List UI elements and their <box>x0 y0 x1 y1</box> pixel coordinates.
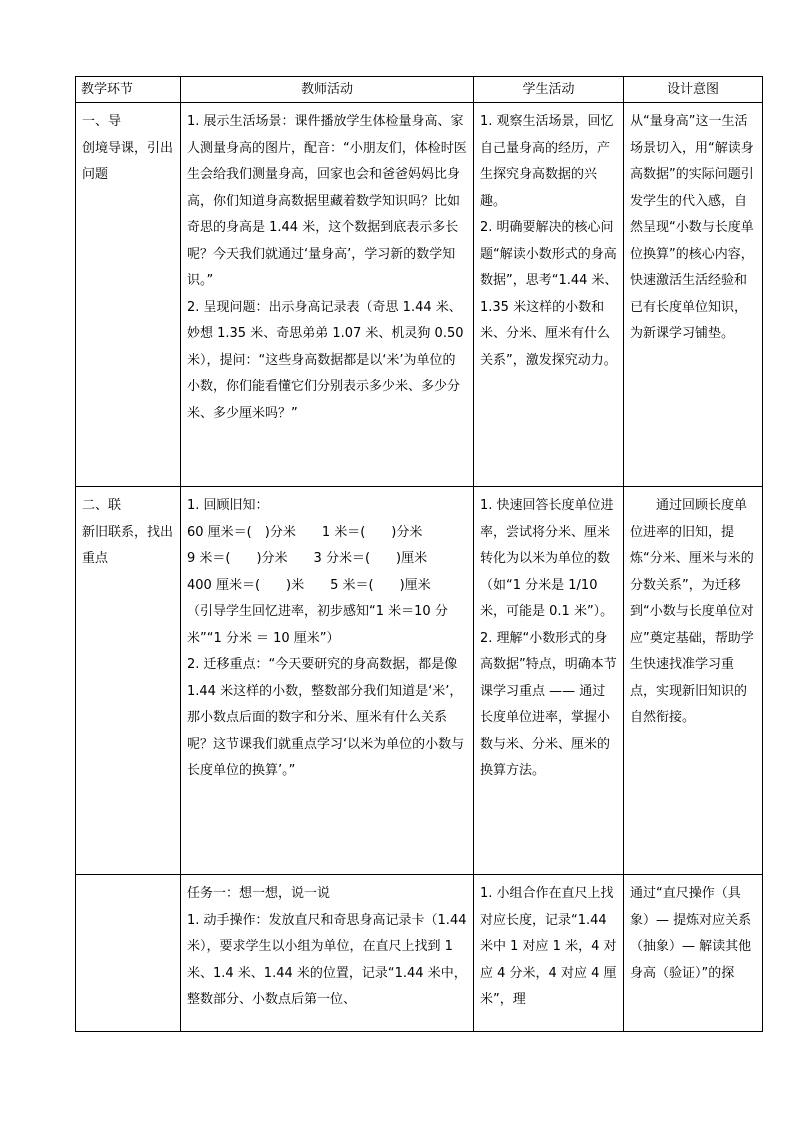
teacher-paragraph: 2. 迁移重点：“今天要研究的身高数据，都是像 1.44 米这样的小数，整数部分我们知道是‘米’，那小数点后面的数字和分米、厘米有什么关系呢？这节课我们就重点学习‘以米为单位的小数与长度单位的换算’。” <box>187 657 465 778</box>
teacher-paragraph: 1. 展示生活场景：课件播放学生体检量身高、家人测量身高的图片，配音：“小朋友们，体检时医生会给我们测量身高，回家也会和爸爸妈妈比身高，你们知道身高数据里藏着数学知识吗？比如奇思的身高是 1.44 米，这个数据到底表示多长呢？今天我们就通过‘量身高’，学习新的数学知识。” <box>187 114 467 288</box>
review-exercise-line: 400 厘米＝( )米 5 米＝( )厘米 <box>187 577 431 593</box>
table-header-row <box>76 77 763 103</box>
task-title: 任务一：想一想，说一说 <box>187 886 331 901</box>
student-paragraph: 1. 观察生活场景，回忆自己量身高的经历，产生探究身高数据的兴趣。 <box>480 114 614 209</box>
intent-paragraph: 从“量身高”这一生活场景切入，用“解读身高数据”的实际问题引发学生的代入感，自然呈现“小数与长度单位换算”的核心内容，快速激活生活经验和已有长度单位知识，为新课学习铺垫。 <box>630 114 754 341</box>
student-cell <box>474 487 624 875</box>
stage-subtitle: 创境导课，引出问题 <box>82 140 174 182</box>
teacher-cell <box>181 103 474 487</box>
header-stage: 教学环节 <box>76 77 181 103</box>
table-row <box>76 875 763 1032</box>
header-student: 学生活动 <box>474 77 624 103</box>
header-teacher: 教师活动 <box>181 77 474 103</box>
stage-cell <box>76 487 181 875</box>
lesson-plan-table <box>75 76 763 1032</box>
header-intent: 设计意图 <box>624 77 763 103</box>
review-exercise-line: 9 米＝( )分米 3 分米＝( )厘米 <box>187 551 428 566</box>
student-paragraph: 2. 理解“小数形式的身高数据”特点，明确本节课学习重点 —— 通过长度单位进率，掌握小数与米、分米、厘米的换算方法。 <box>480 630 617 778</box>
student-paragraph: 1. 小组合作在直尺上找对应长度，记录“1.44 米中 1 对应 1 米，4 对应 4 分米，4 对应 4 厘米”，理 <box>480 886 617 1007</box>
teacher-paragraph: （引导学生回忆进率，初步感知“1 米＝10 分米”“1 分米 ＝ 10 厘米”） <box>187 604 448 646</box>
student-cell <box>474 875 624 1032</box>
teacher-paragraph: 1. 动手操作：发放直尺和奇思身高记录卡（1.44 米），要求学生以小组为单位，在直尺上找到 1 米、1.4 米、1.44 米的位置，记录“1.44 米中，整数部分、小数点后第一位、 <box>187 912 467 1007</box>
teacher-paragraph: 1. 回顾旧知： <box>187 498 269 513</box>
stage-title: 一、导 <box>82 114 122 129</box>
student-paragraph: 1. 快速回答长度单位进率，尝试将分米、厘米转化为以米为单位的数（如“1 分米是 1/10 米，可能是 0.1 米”）。 <box>480 498 614 619</box>
intent-paragraph: 通过“直尺操作（具象）— 提炼对应关系（抽象）— 解读其他身高（验证）”的探 <box>630 886 752 981</box>
student-cell <box>474 103 624 487</box>
stage-subtitle: 新旧联系，找出重点 <box>82 524 174 566</box>
teacher-paragraph: 2. 呈现问题：出示身高记录表（奇思 1.44 米、妙想 1.35 米、奇思弟弟 1.07 米、机灵狗 0.50 米），提问：“这些身高数据都是以‘米’为单位的小数，你们能看懂它们分别表示多少米、多少分米、多少厘米吗？” <box>187 299 464 421</box>
teacher-cell <box>181 487 474 875</box>
intent-cell <box>624 875 763 1032</box>
table-row <box>76 103 763 487</box>
student-paragraph: 2. 明确要解决的核心问题“解读小数形式的身高数据”，思考“1.44 米、1.35 米这样的小数和米、分米、厘米有什么关系”，激发探究动力。 <box>480 220 618 368</box>
intent-paragraph: 通过回顾长度单位进率的旧知，提炼“分米、厘米与米的分数关系”，为迁移到“小数与长度单位对应”奠定基础，帮助学生快速找准学习重点，实现新旧知识的自然衔接。 <box>630 498 754 725</box>
stage-cell <box>76 875 181 1032</box>
intent-cell <box>624 103 763 487</box>
review-exercise-line: 60 厘米＝( )分米 1 米＝( )分米 <box>187 524 423 540</box>
stage-cell <box>76 103 181 487</box>
teacher-cell <box>181 875 474 1032</box>
intent-cell <box>624 487 763 875</box>
table-row <box>76 487 763 875</box>
stage-title: 二、联 <box>82 498 122 513</box>
